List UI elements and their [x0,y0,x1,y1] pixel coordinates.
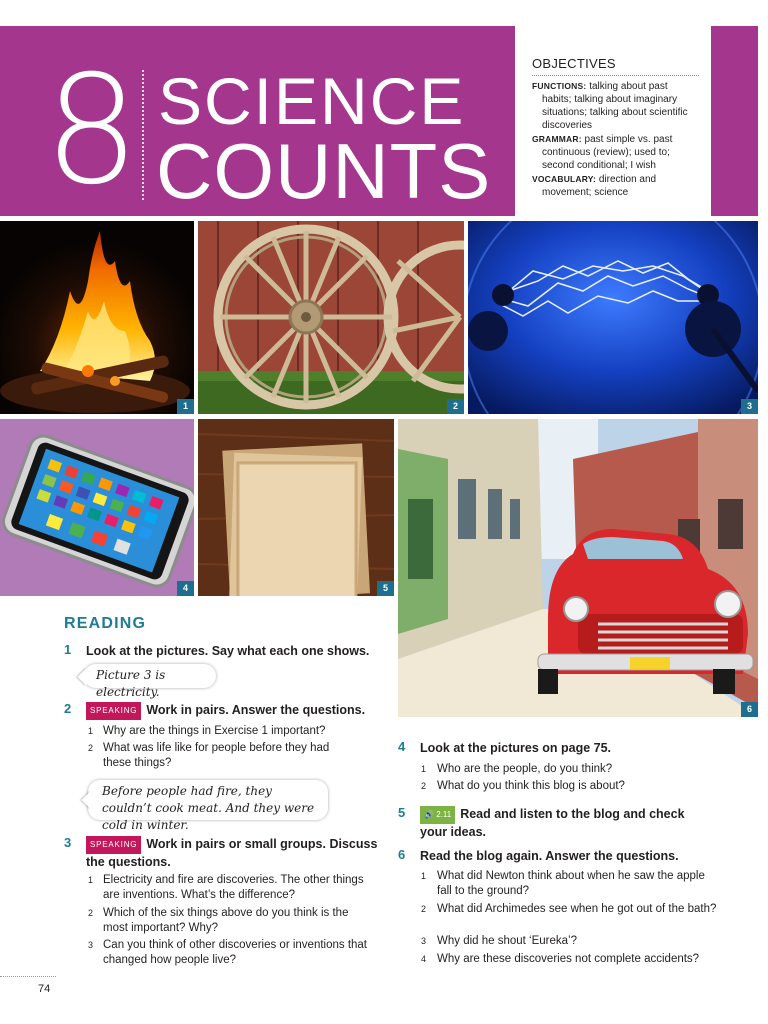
question-number: 2 [421,904,427,914]
picture-car [398,419,758,717]
question-number: 3 [421,936,427,946]
objective-text: direction and movement; science [542,174,657,198]
campfire-image [0,221,194,414]
example-text: Before people had fire, they couldn’t cook meat. And they were cold in winter. [102,784,315,832]
picture-number: 5 [377,581,394,596]
objective-key: GRAMMAR: [532,134,582,144]
question-number: 2 [88,908,94,918]
bubble-tail [82,792,99,809]
question-number: 2 [88,743,94,753]
picture-number: 2 [447,399,464,414]
question-number: 4 [421,954,427,964]
exercise-number: 6 [398,847,406,862]
question-text: Why did he shout ‘Eureka’? [437,935,577,947]
question-text: What did Newton think about when he saw the apple fall to the ground? [437,870,705,897]
exercise-3-text-a: Work in pairs or small groups. Discuss [146,837,378,851]
speaking-badge: SPEAKING [86,836,141,854]
car-image [398,419,758,717]
exercise-number: 4 [398,739,406,754]
exercise-number: 1 [64,642,72,657]
wheel-image [198,221,464,414]
picture-paper [198,419,394,596]
bubble-tail [78,669,95,686]
example-bubble [84,664,216,699]
objective-text: past simple vs. past continuous (review); used to; second conditional; I wish [542,134,673,171]
exercise-3-text-b: the questions. [86,855,171,869]
picture-number: 4 [177,581,194,596]
picture-smartphone [0,419,194,596]
title-divider [142,70,144,200]
question-text: Which of the six things above do you think is the most important? Why? [103,907,349,934]
question-text: What did Archimedes see when he got out of the bath? [437,903,717,915]
question-number: 2 [421,781,427,791]
question-text: Can you think of other discoveries or inventions that changed how people live? [103,939,368,966]
objective-vocabulary [532,173,699,199]
picture-number: 1 [177,399,194,414]
picture-electricity [468,221,758,414]
exercise-3-instruction [86,836,386,870]
objective-text: talking about past habits; talking about imaginary situations; talking about scientific discoveries [542,81,688,131]
exercise-2-instruction [86,702,365,720]
question-number: 1 [421,764,427,774]
picture-number: 6 [741,702,758,717]
section-title-reading: READING [64,615,147,632]
question-number: 3 [88,940,94,950]
objectives-heading: OBJECTIVES [532,56,699,76]
audio-track-button[interactable] [420,806,455,824]
speaking-badge: SPEAKING [86,702,141,720]
question-text: Why are these discoveries not complete accidents? [437,953,700,965]
electricity-image [468,221,758,414]
question-number: 1 [88,875,94,885]
picture-campfire [0,221,194,414]
objective-key: FUNCTIONS: [532,81,587,91]
question-text: What do you think this blog is about? [437,780,625,792]
paper-image [198,419,394,596]
smartphone-image [0,419,194,596]
objective-grammar [532,133,699,172]
exercise-2-text: Work in pairs. Answer the questions. [146,703,366,717]
question-text: Why are the things in Exercise 1 important? [103,725,326,737]
picture-wheel [198,221,464,414]
page-number-rule [0,976,56,977]
question-text: Electricity and fire are discoveries. The other things are inventions. What’s the difference? [103,874,364,901]
audio-track-number: 2.11 [436,810,452,819]
exercise-number: 5 [398,805,406,820]
speaker-icon: 🔊 [424,810,434,819]
exercise-6-instruction: Read the blog again. Answer the questions. [420,849,679,863]
exercise-4-instruction: Look at the pictures on page 75. [420,741,612,755]
exercise-number: 2 [64,701,72,716]
objective-key: VOCABULARY: [532,174,597,184]
unit-title-line2: COUNTS [156,127,492,215]
page-number: 74 [38,983,51,995]
exercise-5-instruction [420,806,720,840]
question-text: What was life like for people before they had these things? [103,742,330,769]
question-number: 1 [421,871,427,881]
exercise-5-text-b: your ideas. [420,825,486,839]
objectives-box [515,26,711,216]
question-text: Who are the people, do you think? [437,763,613,775]
question-number: 1 [88,726,94,736]
exercise-1-instruction: Look at the pictures. Say what each one shows. [86,644,370,658]
exercise-5-text-a: Read and listen to the blog and check [460,807,685,821]
unit-title-line1: SCIENCE [158,64,466,138]
exercise-number: 3 [64,835,72,850]
example-bubble [88,780,328,832]
unit-number: 8 [44,44,136,218]
picture-number: 3 [741,399,758,414]
example-text: Picture 3 is electricity. [96,668,166,699]
objective-functions [532,80,699,132]
